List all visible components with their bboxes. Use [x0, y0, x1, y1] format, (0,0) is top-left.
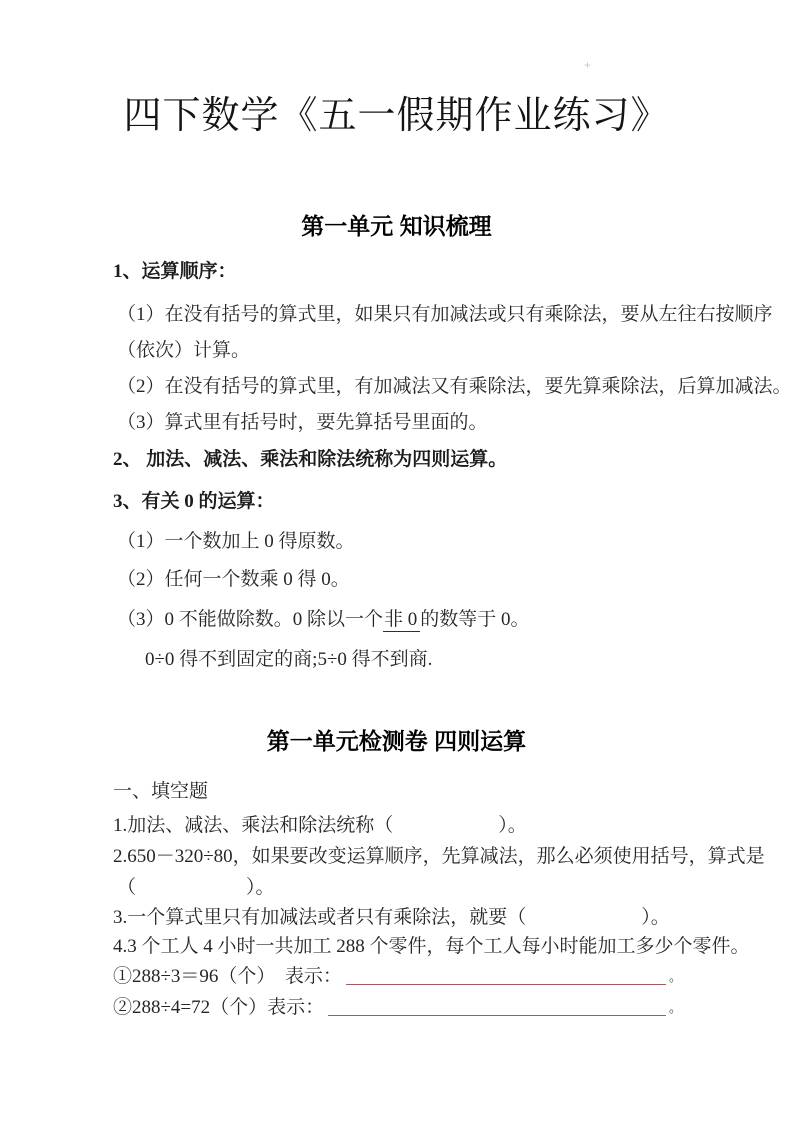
stray-mark: +: [584, 58, 592, 72]
question-3: [113, 905, 670, 930]
zero-rule3-suffix: 的数等于 0。: [420, 609, 530, 630]
q4-sub1-label: ①288÷3＝96（个） 表示：: [113, 966, 342, 987]
knowledge-zero-rule3: [117, 607, 530, 632]
knowledge-zero-rule1: （1）一个数加上 0 得原数。: [117, 531, 355, 552]
knowledge-rule1-line2: （依次）计算。: [117, 340, 251, 361]
q2-open: （: [117, 877, 137, 898]
knowledge-rule2: （2）在没有括号的算式里，有加减法又有乘除法，要先算乘除法，后算加减法。: [117, 376, 792, 397]
question-2-line2: [117, 875, 275, 900]
q4-sub1-period: 。: [668, 969, 682, 984]
zero-rule3-underlined-term: 非 0: [383, 609, 420, 632]
q4-sub2-label: ②288÷4=72（个）表示：: [113, 997, 325, 1018]
knowledge-point2: 2、 加法、减法、乘法和除法统称为四则运算。: [113, 449, 508, 470]
q1-answer-blank[interactable]: [393, 830, 498, 831]
q1-close: ）。: [498, 815, 527, 836]
q3-close: ）。: [641, 907, 670, 928]
q4-sub2-period: 。: [668, 1000, 682, 1015]
q2-close: ）。: [246, 877, 275, 898]
test-part-label: 一、填空题: [113, 781, 209, 802]
document-title: 四下数学《五一假期作业练习》: [123, 95, 670, 137]
q3-text: 3.一个算式里只有加减法或者只有乘除法，就要（: [113, 907, 527, 928]
knowledge-zero-note: 0÷0 得不到固定的商;5÷0 得不到商.: [145, 649, 433, 670]
knowledge-zero-rule2: （2）任何一个数乘 0 得 0。: [117, 569, 350, 590]
question-4: 4.3 个工人 4 小时一共加工 288 个零件，每个工人每小时能加工多少个零件。: [113, 936, 750, 957]
knowledge-rule3: （3）算式里有括号时，要先算括号里面的。: [117, 412, 488, 433]
q4-sub2-answer-line[interactable]: [328, 1015, 666, 1016]
question-4-sub2: [113, 995, 682, 1020]
knowledge-point3-title: 3、有关 0 的运算：: [113, 491, 275, 512]
q3-answer-blank[interactable]: [526, 922, 641, 923]
q2-answer-blank[interactable]: [136, 892, 246, 893]
knowledge-section-heading: 第一单元 知识梳理: [301, 213, 492, 239]
test-section-heading: 第一单元检测卷 四则运算: [266, 728, 527, 754]
question-1: [113, 813, 527, 838]
q4-sub1-answer-line[interactable]: [346, 984, 666, 985]
knowledge-rules-title: 1、运算顺序：: [113, 261, 237, 282]
knowledge-rule1-line1: （1）在没有括号的算式里，如果只有加减法或只有乘除法，要从左往右按顺序: [117, 304, 773, 325]
question-4-sub1: [113, 964, 682, 989]
question-2-line1: 2.650－320÷80，如果要改变运算顺序，先算减法，那么必须使用括号，算式是: [113, 846, 765, 867]
zero-rule3-prefix: （3）0 不能做除数。0 除以一个: [117, 609, 384, 630]
q1-text: 1.加法、减法、乘法和除法统称（: [113, 815, 394, 836]
